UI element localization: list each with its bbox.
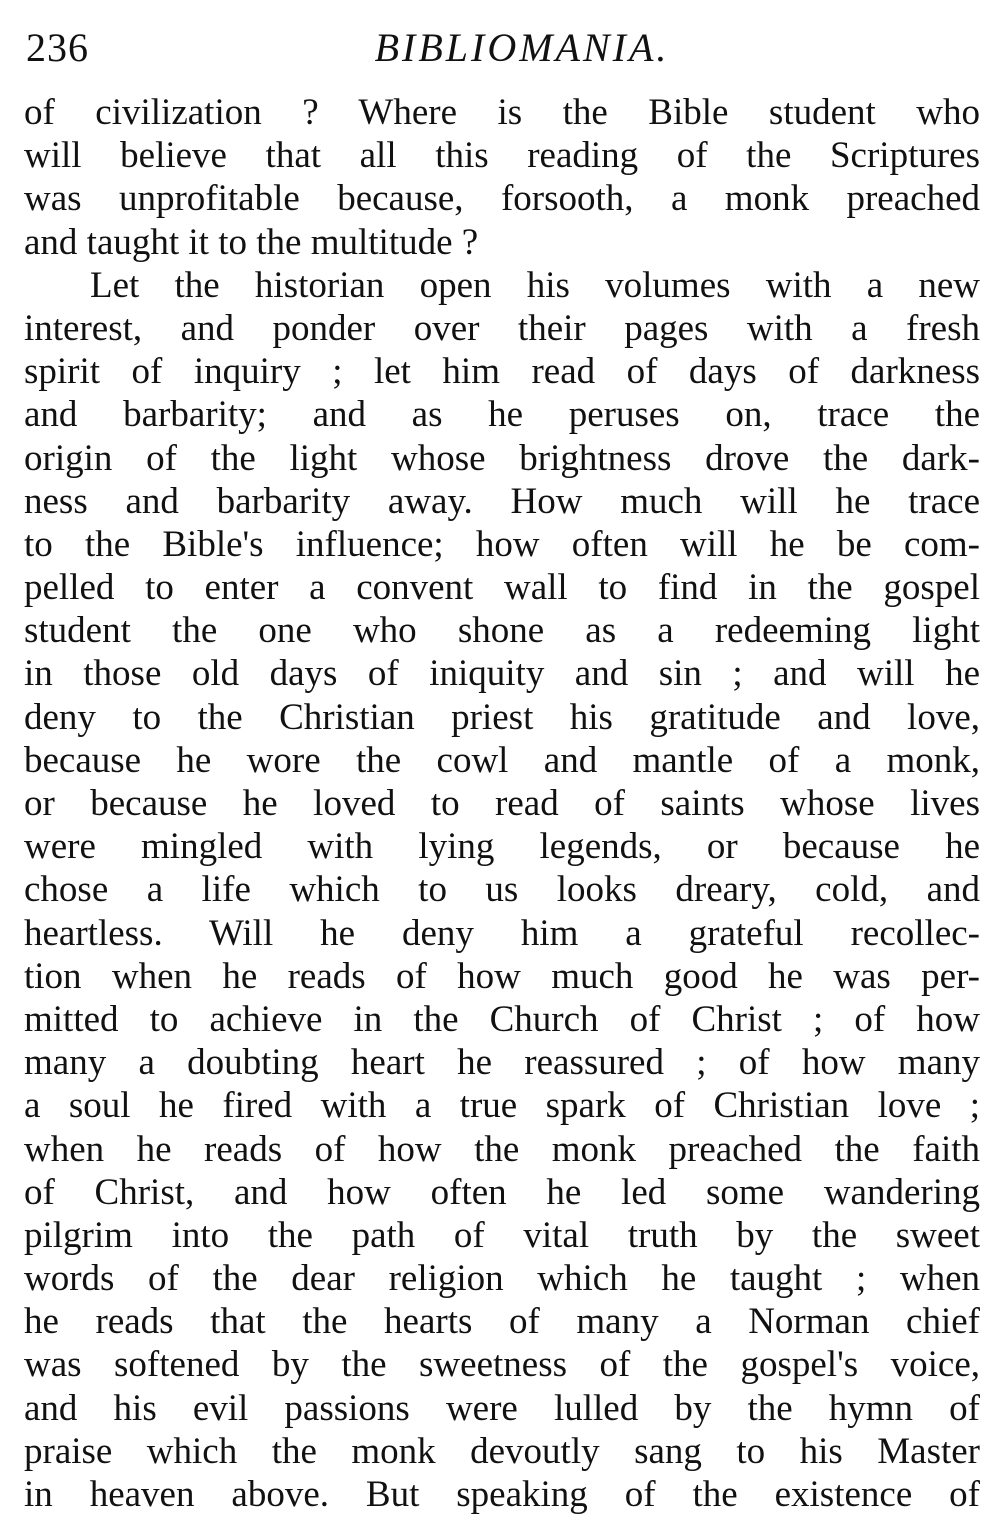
text-line: in heaven above. But speaking of the existence of xyxy=(24,1474,980,1515)
text-line: of civilization ? Where is the Bible student who xyxy=(24,92,980,133)
text-line: chose a life which to us looks dreary, cold, and xyxy=(24,869,980,911)
text-line: many a doubting heart he reassured ; of how many xyxy=(24,1042,980,1084)
text-line: will believe that all this reading of the Scriptures xyxy=(24,135,980,177)
page-number: 236 xyxy=(26,25,89,70)
text-line: mitted to achieve in the Church of Christ ; of how xyxy=(24,998,980,1040)
text-line: and barbarity; and as he peruses on, trace the xyxy=(24,394,980,436)
text-line: or because he loved to read of saints whose lives xyxy=(24,783,980,824)
text-line: interest, and ponder over their pages with a fresh xyxy=(24,307,980,349)
text-line: pilgrim into the path of vital truth by the sweet xyxy=(24,1214,980,1256)
text-line: and his evil passions were lulled by the hymn of xyxy=(24,1387,980,1429)
text-line: tion when he reads of how much good he was per- xyxy=(24,955,980,997)
text-line: Let the historian open his volumes with a new xyxy=(90,264,980,306)
text-line: and taught it to the multitude ? xyxy=(24,221,479,263)
text-line: he reads that the hearts of many a Norman chief xyxy=(24,1301,980,1343)
text-line: were mingled with lying legends, or because he xyxy=(24,826,980,868)
running-title: BIBLIOMANIA. xyxy=(374,25,670,70)
text-line: origin of the light whose brightness drove the dark- xyxy=(24,437,980,479)
text-line: when he reads of how the monk preached the faith xyxy=(24,1128,980,1170)
text-line: a soul he fired with a true spark of Christian love ; xyxy=(24,1085,980,1127)
text-line: student the one who shone as a redeeming light xyxy=(24,610,980,652)
running-head xyxy=(24,18,980,78)
text-line: because he wore the cowl and mantle of a monk, xyxy=(24,739,980,781)
text-line: spirit of inquiry ; let him read of days of darkness xyxy=(24,351,980,393)
text-line: heartless. Will he deny him a grateful recollec- xyxy=(24,912,980,954)
text-line: deny to the Christian priest his gratitude and love, xyxy=(24,696,980,738)
text-line: to the Bible's influence; how often will he be com- xyxy=(24,523,980,565)
text-line: in those old days of iniquity and sin ; and will he xyxy=(24,653,980,695)
text-line: praise which the monk devoutly sang to his Master xyxy=(24,1430,980,1472)
text-line: was softened by the sweetness of the gospel's voice, xyxy=(24,1344,980,1386)
body-text xyxy=(24,91,980,1516)
text-line: pelled to enter a convent wall to find in the gospel xyxy=(24,567,980,609)
text-line: ness and barbarity away. How much will he trace xyxy=(24,480,980,522)
text-line: words of the dear religion which he taught ; when xyxy=(24,1258,980,1300)
text-line: was unprofitable because, forsooth, a monk preached xyxy=(24,178,980,220)
text-line: of Christ, and how often he led some wandering xyxy=(24,1171,980,1213)
